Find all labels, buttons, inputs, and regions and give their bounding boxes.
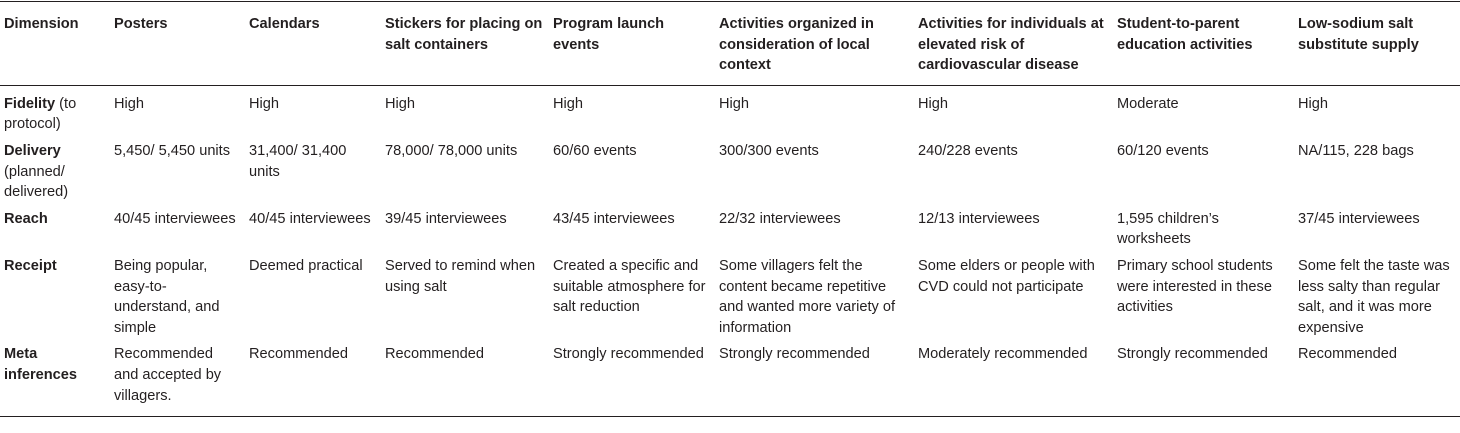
row-header-receipt	[0, 252, 110, 340]
table-cell: 60/120 events	[1117, 142, 1209, 159]
header-cell-launch-events: Program launch events	[553, 16, 665, 53]
table-cell: High	[385, 95, 416, 112]
table-cell: 78,000/ 78,000 units	[385, 142, 518, 159]
table-cell: 40/45 interviewees	[114, 210, 236, 227]
table-row-receipt	[0, 252, 1460, 340]
table-cell: 5,450/ 5,450 units	[114, 142, 231, 159]
header-cell-student-parent: Student-to-parent education activities	[1117, 16, 1253, 53]
table-row-fidelity	[0, 85, 1460, 137]
table-cell: Recommended and accepted by villagers.	[114, 346, 222, 404]
table-cell: 40/45 interviewees	[249, 210, 371, 227]
table-cell: Some villagers felt the content became repetitive and wanted more variety of information	[719, 257, 896, 336]
table-cell: 37/45 interviewees	[1298, 210, 1420, 227]
row-label: Fidelity	[4, 95, 56, 112]
row-header-meta-inferences	[0, 340, 110, 416]
row-label: Reach	[4, 210, 48, 227]
table-cell: Recommended	[385, 346, 484, 363]
row-sublabel: (to protocol)	[4, 95, 77, 133]
table-row-delivery	[0, 137, 1460, 205]
table-cell: Recommended	[249, 346, 348, 363]
table-cell: 300/300 events	[719, 142, 819, 159]
header-cell-stickers: Stickers for placing on salt containers	[385, 16, 543, 53]
row-sublabel: (planned/ delivered)	[4, 163, 69, 201]
table-cell: NA/115, 228 bags	[1298, 142, 1414, 159]
table-cell: Strongly recommended	[553, 346, 704, 363]
table-row-reach	[0, 205, 1460, 252]
table-cell: Created a specific and suitable atmosphere for salt reduction	[553, 257, 706, 316]
row-header-delivery	[0, 137, 110, 205]
table-cell: Moderate	[1117, 95, 1179, 112]
header-cell-calendars: Calendars	[249, 16, 320, 32]
header-cell-dimension: Dimension	[4, 16, 79, 32]
header-cell-local-activities: Activities organized in consideration of local context	[719, 16, 874, 74]
row-header-fidelity	[0, 85, 110, 137]
header-row	[0, 2, 1460, 86]
table-cell: 22/32 interviewees	[719, 210, 841, 227]
table-cell: Being popular, easy-to-understand, and simple	[114, 257, 220, 336]
table-cell: Recommended	[1298, 346, 1397, 363]
table-cell: High	[114, 95, 145, 112]
table-cell: 1,595 children’s worksheets	[1117, 210, 1219, 248]
table-cell: 43/45 interviewees	[553, 210, 675, 227]
table-cell: 60/60 events	[553, 142, 637, 159]
table-cell: Some elders or people with CVD could not participate	[918, 257, 1095, 295]
table-row-meta-inferences	[0, 340, 1460, 416]
header-cell-salt-substitute: Low-sodium salt substitute supply	[1298, 16, 1419, 53]
row-header-reach	[0, 205, 110, 252]
table-cell: Served to remind when using salt	[385, 257, 536, 295]
table-cell: Primary school students were interested in these activities	[1117, 257, 1273, 316]
table-cell: High	[1298, 95, 1329, 112]
table-cell: High	[918, 95, 949, 112]
table-cell: 240/228 events	[918, 142, 1018, 159]
table-cell: High	[553, 95, 584, 112]
table-cell: Moderately recommended	[918, 346, 1088, 363]
table-cell: High	[249, 95, 280, 112]
table-cell: 31,400/ 31,400 units	[249, 142, 347, 180]
table-cell: 12/13 interviewees	[918, 210, 1040, 227]
header-cell-posters: Posters	[114, 16, 168, 32]
row-label: Meta inferences	[4, 346, 78, 383]
row-label: Delivery	[4, 142, 61, 159]
header-cell-cvd-activities: Activities for individuals at elevated risk of cardiovascular disease	[918, 16, 1104, 74]
evaluation-table	[0, 1, 1460, 417]
row-label: Receipt	[4, 257, 57, 274]
table-cell: 39/45 interviewees	[385, 210, 507, 227]
table-cell: High	[719, 95, 750, 112]
table-cell: Strongly recommended	[719, 346, 870, 363]
table-cell: Strongly recommended	[1117, 346, 1268, 363]
table-cell: Deemed practical	[249, 257, 363, 274]
table-cell: Some felt the taste was less salty than regular salt, and it was more expensive	[1298, 257, 1450, 336]
